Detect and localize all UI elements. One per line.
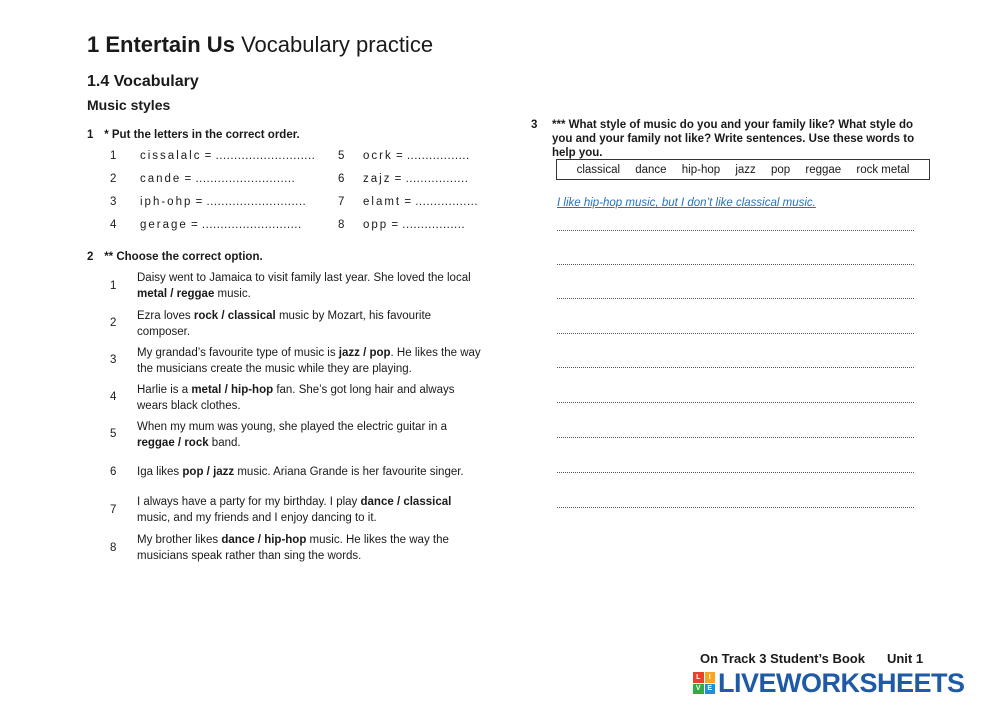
writing-line[interactable] [557, 507, 914, 508]
scramble-answer-blank[interactable]: = ................. [394, 173, 469, 185]
option-sentence [137, 345, 482, 377]
option-sentence [137, 270, 482, 302]
title-rest: Vocabulary practice [241, 32, 434, 57]
title-bold: 1 Entertain Us [87, 32, 235, 57]
choice-separator: / [203, 466, 214, 478]
scramble-letters: zajz [363, 173, 392, 185]
example-sentence: I like hip-hop music, but I don’t like classical music. [557, 197, 816, 209]
scramble-number: 7 [338, 196, 345, 208]
word-bank-item: hip-hop [681, 163, 721, 176]
sentence-text: music. Ariana Grande is her favourite singer. [234, 466, 464, 478]
choice-option[interactable]: rock [184, 437, 209, 449]
scramble-item [338, 196, 478, 208]
choice-separator: / [221, 384, 231, 396]
choice-option[interactable]: dance [221, 534, 255, 546]
logo-tile: V [693, 684, 704, 695]
sentence-text: music by Mozart, his favourite composer. [137, 310, 432, 338]
option-sentence [137, 494, 482, 526]
option-sentence [137, 464, 482, 480]
writing-line[interactable] [557, 402, 914, 403]
sentence-text: When my mum was young, she played the electric guitar in a [137, 421, 448, 433]
choice-option[interactable]: hip-hop [264, 534, 307, 546]
choice-option[interactable]: metal [137, 288, 168, 300]
exercise-2-instruction: ** Choose the correct option. [104, 251, 263, 263]
scramble-answer-blank[interactable]: = ................. [395, 150, 470, 162]
liveworksheets-logo[interactable] [693, 668, 965, 698]
scramble-letters: gerage [140, 219, 188, 231]
choice-option[interactable]: rock [193, 310, 219, 322]
choice-option[interactable]: jazz [213, 466, 235, 478]
liveworksheets-icon [693, 672, 715, 694]
choice-option[interactable]: metal [191, 384, 222, 396]
word-bank-item: jazz [735, 163, 756, 176]
choice-option[interactable]: jazz [338, 347, 360, 359]
sentence-text: Harlie is a [137, 384, 192, 396]
scramble-number: 1 [110, 150, 117, 162]
word-bank-item: reggae [805, 163, 842, 176]
option-sentence [137, 532, 482, 564]
choice-option[interactable]: classical [403, 496, 452, 508]
word-bank-item: dance [635, 163, 667, 176]
word-bank-item: pop [770, 163, 791, 176]
scramble-item [110, 150, 315, 162]
writing-line[interactable] [557, 367, 914, 368]
sentence-text: Daisy went to Jamaica to visit family last year. She loved the local [137, 272, 471, 284]
scramble-number: 8 [338, 219, 345, 231]
sentence-text: My brother likes [137, 534, 222, 546]
choice-separator: / [174, 437, 185, 449]
footer-unit: Unit 1 [886, 651, 924, 666]
scramble-number: 6 [338, 173, 345, 185]
scramble-number: 4 [110, 219, 117, 231]
option-number: 3 [110, 354, 117, 366]
word-bank-item: classical [576, 163, 621, 176]
option-number: 6 [110, 466, 117, 478]
scramble-item [338, 219, 465, 231]
word-bank-item: rock metal [856, 163, 910, 176]
exercise-3-number: 3 [531, 119, 538, 131]
scramble-answer-blank[interactable]: = ........................... [191, 219, 302, 231]
option-number: 1 [110, 280, 117, 292]
choice-option[interactable]: hip-hop [230, 384, 274, 396]
scramble-item [110, 196, 306, 208]
scramble-answer-blank[interactable]: = ................. [404, 196, 479, 208]
sentence-text: music. [214, 288, 251, 300]
scramble-answer-blank[interactable]: = ........................... [195, 196, 307, 208]
option-sentence [137, 308, 482, 340]
scramble-letters: cande [140, 173, 182, 185]
choice-separator: / [254, 534, 265, 546]
sentence-text: fan. She’s got long hair and always wears black clothes. [137, 384, 455, 412]
choice-option[interactable]: dance [360, 496, 394, 508]
writing-line[interactable] [557, 264, 914, 265]
exercise-1-heading [87, 129, 300, 141]
option-number: 7 [110, 504, 117, 516]
logo-tile: L [693, 672, 704, 683]
exercise-2-heading [87, 251, 263, 263]
option-number: 2 [110, 317, 117, 329]
choice-separator: / [393, 496, 404, 508]
logo-tile: I [705, 672, 716, 683]
option-number: 8 [110, 542, 117, 554]
scramble-letters: elamt [363, 196, 402, 208]
sentence-text: Ezra loves [137, 310, 194, 322]
scramble-answer-blank[interactable]: = ........................... [184, 173, 296, 185]
scramble-number: 2 [110, 173, 117, 185]
option-sentence [137, 419, 482, 451]
section-heading: 1.4 Vocabulary [87, 73, 199, 90]
choice-option[interactable]: reggae [176, 288, 215, 300]
scramble-letters: cissalalc [140, 150, 202, 162]
scramble-number: 3 [110, 196, 117, 208]
choice-option[interactable]: pop [369, 347, 391, 359]
sentence-text: My grandad’s favourite type of music is [137, 347, 339, 359]
exercise-1-instruction: * Put the letters in the correct order. [104, 129, 300, 141]
choice-separator: / [218, 310, 228, 322]
sentence-text: music. He likes the way the musicians speak rather than sing the words. [137, 534, 449, 562]
writing-line[interactable] [557, 437, 914, 438]
choice-option[interactable]: classical [227, 310, 276, 322]
footer-book-title: On Track 3 Student’s Book [700, 651, 865, 666]
choice-option[interactable]: pop [182, 466, 204, 478]
subsection-heading: Music styles [87, 97, 171, 113]
sentence-text: . He likes the way the musicians create the music while they are playing. [137, 347, 481, 375]
option-number: 5 [110, 428, 117, 440]
option-number: 4 [110, 391, 117, 403]
writing-line[interactable] [557, 298, 914, 299]
sentence-text: music, and my friends and I enjoy dancing to it. [137, 512, 377, 524]
logo-tile: E [705, 684, 716, 695]
scramble-letters: iph-ohp [140, 196, 193, 208]
liveworksheets-wordmark: LIVEWORKSHEETS [718, 667, 965, 698]
scramble-letters: opp [363, 219, 389, 231]
choice-separator: / [167, 288, 177, 300]
scramble-item [338, 173, 468, 185]
writing-line[interactable] [557, 230, 914, 231]
choice-separator: / [359, 347, 370, 359]
scramble-letters: ocrk [363, 150, 393, 162]
writing-line[interactable] [557, 472, 914, 473]
page-title [87, 32, 433, 58]
footer-book-info [700, 651, 923, 666]
scramble-item [110, 219, 302, 231]
sentence-text: Iga likes [137, 466, 183, 478]
exercise-2-number: 2 [87, 251, 94, 263]
choice-option[interactable]: reggae [137, 437, 175, 449]
scramble-item [338, 150, 470, 162]
exercise-1-number: 1 [87, 129, 94, 141]
scramble-answer-blank[interactable]: = ........................... [204, 150, 316, 162]
option-sentence [137, 382, 482, 414]
word-bank [556, 159, 930, 180]
exercise-3-instruction: *** What style of music do you and your family like? What style do you and your family not like? Write sentences. Use these words to help you. [552, 119, 915, 159]
scramble-answer-blank[interactable]: = ................. [391, 219, 466, 231]
writing-line[interactable] [557, 333, 914, 334]
scramble-item [110, 173, 295, 185]
scramble-number: 5 [338, 150, 345, 162]
sentence-text: I always have a party for my birthday. I play [137, 496, 361, 508]
sentence-text: band. [208, 437, 241, 449]
